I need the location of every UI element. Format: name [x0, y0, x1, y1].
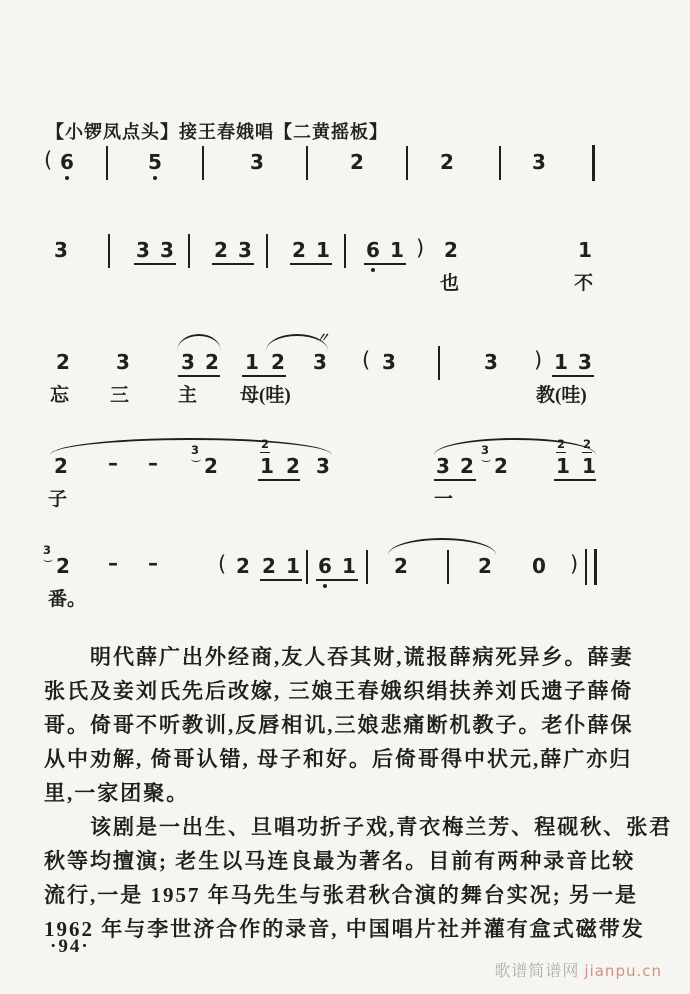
lyric: 也: [440, 273, 460, 294]
beam-underline: [178, 375, 220, 377]
barline: [188, 234, 190, 268]
watermark-site-url: jianpu.cn: [584, 962, 662, 980]
lyric: 番。: [48, 589, 87, 610]
note: 2: [205, 350, 219, 374]
note: 2: [271, 350, 285, 374]
paren: ): [416, 236, 425, 260]
note: 2: [236, 554, 250, 578]
note: 3: [54, 238, 68, 262]
note: 1 2: [556, 437, 570, 478]
octave-dot: [153, 176, 157, 180]
lyric: 一: [434, 489, 454, 510]
tune-header: 【小锣凤点头】接王春娥唱【二黄摇板】: [46, 122, 388, 142]
note: 3: [181, 350, 195, 374]
note: 2: [394, 554, 408, 578]
note: 2: [286, 454, 300, 478]
duration-dash: –: [108, 451, 118, 475]
note: 1 2: [582, 437, 596, 478]
note: 2: [440, 150, 454, 174]
note: 1: [390, 238, 404, 262]
note: 2: [292, 238, 306, 262]
barline: [447, 550, 449, 584]
text-line: 张氏及妾刘氏先后改嫁, 三娘王春娥织绢扶养刘氏遗子薛倚: [44, 679, 634, 703]
note: 6: [60, 152, 74, 172]
note: 3: [136, 238, 150, 262]
beam-underline: [364, 263, 406, 265]
music-line: [0, 148, 690, 236]
slur-arc: [434, 438, 596, 455]
lyric: 不: [574, 273, 594, 294]
grace-note-above: 2: [557, 437, 566, 451]
barline: [266, 234, 268, 268]
barline: [202, 146, 204, 180]
beam-underline: [258, 479, 300, 481]
note: 3: [250, 150, 264, 174]
paren: (: [218, 552, 227, 576]
note: 2: [54, 454, 68, 478]
beam-underline: [212, 263, 254, 265]
beam-underline: [242, 375, 286, 377]
slur-arc: [177, 334, 221, 351]
note: 3: [382, 350, 396, 374]
lyric: 母(哇): [240, 385, 291, 406]
note: 5: [148, 152, 162, 172]
barline: [406, 146, 408, 180]
paren: ): [570, 552, 579, 576]
lyric: 子: [48, 489, 68, 510]
text-line: 哥。倚哥不听教训,反唇相讥,三娘悲痛断机教子。老仆薛保: [44, 713, 634, 737]
body-text: [44, 642, 673, 948]
slur-arc: [50, 438, 332, 455]
note: 1: [342, 554, 356, 578]
text-line: 1962 年与李世济合作的录音, 中国唱片社并灌有盒式磁带发: [44, 917, 645, 941]
octave-dot: [323, 584, 327, 588]
barline-thick: [592, 145, 595, 181]
note: 1: [286, 554, 300, 578]
duration-dash: –: [148, 551, 158, 575]
text-line: 从中劝解, 倚哥认错, 母子和好。后倚哥得中状元,薛广亦归: [44, 747, 633, 771]
note: 3: [484, 350, 498, 374]
barline: [306, 146, 308, 180]
beam-underline: [434, 479, 476, 481]
slur-arc: [388, 538, 496, 555]
note: 3: [238, 238, 252, 262]
duration-dash: –: [148, 451, 158, 475]
note: 2: [56, 350, 70, 374]
note: 1: [245, 350, 259, 374]
note: 0: [532, 554, 546, 578]
grace-note-above: 2: [261, 437, 270, 451]
note: 2: [262, 554, 276, 578]
lyric: 三: [110, 385, 130, 406]
note: 3 〃: [313, 331, 333, 374]
barline: [438, 346, 440, 380]
note: 3: [436, 454, 450, 478]
lyric: 主: [178, 385, 198, 406]
grace-note: 3: [43, 543, 52, 557]
final-barline: [585, 549, 597, 585]
note: 2 3: [191, 443, 218, 478]
note: 2 3: [43, 543, 70, 578]
note: 6: [318, 556, 332, 576]
beam-underline: [316, 579, 358, 581]
note: 3: [160, 238, 174, 262]
note: 6: [366, 240, 380, 260]
lyric: 教(哇): [536, 385, 587, 406]
note: 3: [116, 350, 130, 374]
note: 3: [316, 454, 330, 478]
beam-underline: [134, 263, 176, 265]
paren: (: [362, 348, 371, 372]
lyric: 忘: [50, 385, 70, 406]
grace-note: 3: [191, 443, 200, 457]
note: 2 3: [481, 443, 508, 478]
barline: [366, 550, 368, 584]
music-line: [0, 331, 690, 436]
beam-underline: [552, 375, 594, 377]
note: 2: [460, 454, 474, 478]
beam-underline: [260, 579, 302, 581]
watermark: [494, 958, 662, 981]
watermark-site-name: 歌谱简谱网: [494, 963, 585, 980]
grace-note: 3: [481, 443, 490, 457]
paren: ): [534, 348, 543, 372]
paren: (: [44, 148, 53, 172]
text-line: 秋等均擅演; 老生以马连良最为著名。目前有两种录音比较: [44, 849, 636, 873]
text-line: 流行,一是 1957 年马先生与张君秋合演的舞台实况; 另一是: [44, 883, 638, 907]
page-number: ·94·: [50, 936, 90, 957]
barline: [106, 146, 108, 180]
duration-dash: –: [108, 551, 118, 575]
barline: [108, 234, 110, 268]
note: 2: [214, 238, 228, 262]
music-line: [0, 543, 690, 640]
octave-dot: [371, 268, 375, 272]
note: 2: [478, 554, 492, 578]
octave-dot: [65, 176, 69, 180]
text-line: 该剧是一出生、旦唱功折子戏,青衣梅兰芳、程砚秋、张君: [90, 815, 673, 839]
note: 1: [316, 238, 330, 262]
note: 1: [578, 238, 592, 262]
barline: [306, 550, 308, 584]
grace-note-above: 2: [583, 437, 592, 451]
text-line: 明代薛广出外经商,友人吞其财,谎报薛病死异乡。薛妻: [90, 645, 634, 669]
note: 3: [532, 150, 546, 174]
note: 3: [578, 350, 592, 374]
note: 1: [554, 350, 568, 374]
music-line: [0, 437, 690, 540]
barline: [344, 234, 346, 268]
music-line: [0, 236, 690, 324]
barline: [499, 146, 501, 180]
note: 2: [350, 150, 364, 174]
note: 2: [444, 238, 458, 262]
text-line: 里,一家团聚。: [44, 781, 190, 805]
beam-underline: [290, 263, 332, 265]
beam-underline: [554, 479, 596, 481]
ornament-mark: 〃: [314, 331, 333, 346]
note: 1 2: [260, 437, 274, 478]
